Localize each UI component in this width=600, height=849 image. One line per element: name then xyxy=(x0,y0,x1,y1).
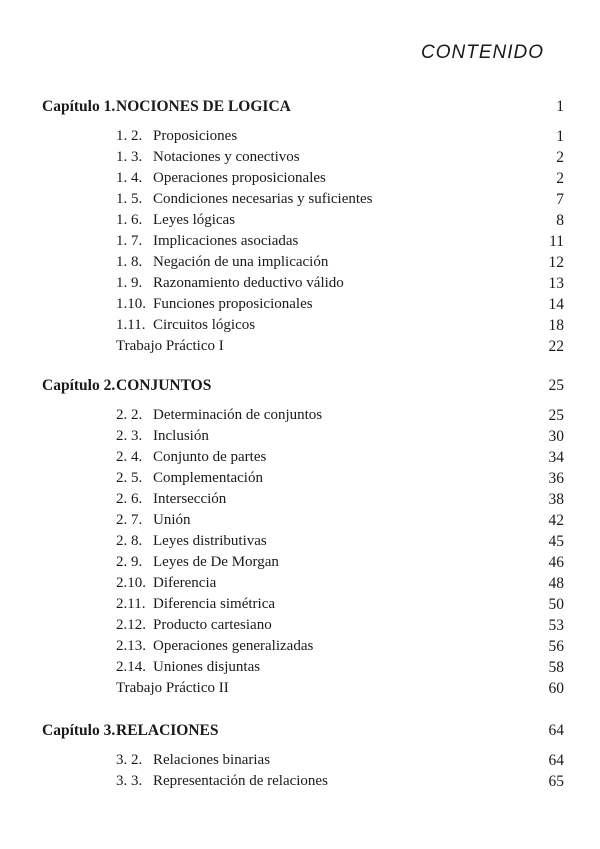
entry-title: Determinación de conjuntos xyxy=(153,407,323,423)
entry-title: Producto cartesiano xyxy=(153,617,272,633)
entry-number: 1. 7. xyxy=(116,233,143,249)
entry-number: 1. 8. xyxy=(116,254,143,270)
entry-page-number: 38 xyxy=(548,491,564,508)
entry-page-number: 45 xyxy=(548,533,564,550)
entry-page-number: 42 xyxy=(548,512,564,529)
toc-entry[interactable] xyxy=(0,554,600,575)
toc-entry[interactable] xyxy=(0,638,600,659)
entry-page-number: 1 xyxy=(556,128,564,145)
toc-entry[interactable] xyxy=(0,449,600,470)
entry-number: 1.11. xyxy=(116,317,146,333)
entry-number: 3. 3. xyxy=(116,773,143,789)
entry-number: 3. 2. xyxy=(116,752,143,768)
toc-entry[interactable] xyxy=(0,533,600,554)
toc-entry[interactable] xyxy=(0,128,600,149)
entry-title: Representación de relaciones xyxy=(153,773,328,789)
entry-number: 1. 3. xyxy=(116,149,143,165)
toc-entry[interactable] xyxy=(0,407,600,428)
entry-title: Proposiciones xyxy=(153,128,238,144)
entry-number: 2. 9. xyxy=(116,554,143,570)
entry-title: Uniones disjuntas xyxy=(153,659,261,675)
entry-title: Operaciones generalizadas xyxy=(153,638,314,654)
entry-title: Leyes de De Morgan xyxy=(153,554,279,570)
entry-title: Diferencia xyxy=(153,575,217,591)
entry-title: Inclusión xyxy=(153,428,209,444)
toc-entry[interactable] xyxy=(0,254,600,275)
chapter-label: Capítulo 1. xyxy=(42,98,116,115)
toc-entry[interactable] xyxy=(0,491,600,512)
entry-title: Circuitos lógicos xyxy=(153,317,256,333)
entry-page-number: 58 xyxy=(548,659,564,676)
chapter-page-number: 25 xyxy=(548,377,564,394)
toc-entry[interactable] xyxy=(0,212,600,233)
entry-number: 1. 5. xyxy=(116,191,143,207)
toc-entry[interactable] xyxy=(0,191,600,212)
entry-title: Conjunto de partes xyxy=(153,449,267,465)
toc-entry[interactable] xyxy=(0,773,600,794)
entry-number: 1.10. xyxy=(116,296,146,312)
entry-number: 1. 9. xyxy=(116,275,143,291)
entry-title: Leyes lógicas xyxy=(153,212,236,228)
entry-number: 1. 4. xyxy=(116,170,143,186)
entry-title: Trabajo Práctico I xyxy=(116,338,224,354)
toc-entry[interactable] xyxy=(0,512,600,533)
entry-page-number: 48 xyxy=(548,575,564,592)
entry-number: 2. 5. xyxy=(116,470,143,486)
chapter-label: Capítulo 3. xyxy=(42,722,116,739)
entry-page-number: 13 xyxy=(548,275,564,292)
entry-page-number: 46 xyxy=(548,554,564,571)
chapter-3 xyxy=(0,722,600,794)
toc-entry[interactable] xyxy=(0,317,600,338)
toc-entry[interactable] xyxy=(0,617,600,638)
chapter-heading[interactable] xyxy=(0,377,600,399)
entry-number: 2.12. xyxy=(116,617,146,633)
entry-number: 2.11. xyxy=(116,596,146,612)
entry-number: 2. 2. xyxy=(116,407,143,423)
entry-page-number: 56 xyxy=(548,638,564,655)
entry-title: Operaciones proposicionales xyxy=(153,170,326,186)
toc-entry[interactable] xyxy=(0,233,600,254)
page-title: CONTENIDO xyxy=(421,42,544,63)
entry-page-number: 14 xyxy=(548,296,564,313)
entry-number: 1. 2. xyxy=(116,128,143,144)
entry-page-number: 18 xyxy=(548,317,564,334)
entry-page-number: 65 xyxy=(548,773,564,790)
toc-entry[interactable] xyxy=(0,170,600,191)
entry-number: 2. 8. xyxy=(116,533,143,549)
entry-page-number: 34 xyxy=(548,449,564,466)
entry-number: 1. 6. xyxy=(116,212,143,228)
entry-title: Complementación xyxy=(153,470,263,486)
entry-page-number: 8 xyxy=(556,212,564,229)
toc-entry[interactable] xyxy=(0,470,600,491)
entry-title: Notaciones y conectivos xyxy=(153,149,300,165)
chapter-page-number: 1 xyxy=(556,98,564,115)
toc-entry[interactable] xyxy=(0,575,600,596)
entry-title: Trabajo Práctico II xyxy=(116,680,229,696)
toc-entry[interactable] xyxy=(0,659,600,680)
entry-title: Diferencia simétrica xyxy=(153,596,276,612)
toc-entry[interactable] xyxy=(0,338,600,359)
entry-page-number: 53 xyxy=(548,617,564,634)
entry-page-number: 36 xyxy=(548,470,564,487)
entry-number: 2.13. xyxy=(116,638,146,654)
entry-title: Funciones proposicionales xyxy=(153,296,313,312)
entry-number: 2.10. xyxy=(116,575,146,591)
entry-number: 2. 3. xyxy=(116,428,143,444)
entry-page-number: 64 xyxy=(548,752,564,769)
toc-entry[interactable] xyxy=(0,680,600,701)
entry-page-number: 25 xyxy=(548,407,564,424)
entry-title: Unión xyxy=(153,512,191,528)
entry-page-number: 12 xyxy=(548,254,564,271)
toc-entry[interactable] xyxy=(0,428,600,449)
entry-title: Implicaciones asociadas xyxy=(153,233,299,249)
chapter-page-number: 64 xyxy=(548,722,564,739)
entry-number: 2. 6. xyxy=(116,491,143,507)
entry-title: Razonamiento deductivo válido xyxy=(153,275,344,291)
entry-title: Negación de una implicación xyxy=(153,254,329,270)
chapter-heading[interactable] xyxy=(0,722,600,744)
entry-page-number: 2 xyxy=(556,170,564,187)
toc-entry[interactable] xyxy=(0,296,600,317)
entry-page-number: 30 xyxy=(548,428,564,445)
entry-title: Relaciones binarias xyxy=(153,752,271,768)
chapter-1 xyxy=(0,98,600,359)
toc-entry[interactable] xyxy=(0,752,600,773)
chapter-label: Capítulo 2. xyxy=(42,377,116,394)
chapter-title: NOCIONES DE LOGICA xyxy=(116,98,291,115)
entry-page-number: 7 xyxy=(556,191,564,208)
entry-page-number: 50 xyxy=(548,596,564,613)
entry-page-number: 60 xyxy=(548,680,564,697)
chapter-heading[interactable] xyxy=(0,98,600,120)
toc-entry[interactable] xyxy=(0,149,600,170)
toc-entry[interactable] xyxy=(0,275,600,296)
entry-number: 2.14. xyxy=(116,659,146,675)
chapter-title: CONJUNTOS xyxy=(116,377,212,394)
entry-title: Intersección xyxy=(153,491,227,507)
chapter-2 xyxy=(0,377,600,701)
toc-entry[interactable] xyxy=(0,596,600,617)
entry-page-number: 11 xyxy=(549,233,564,250)
entry-page-number: 2 xyxy=(556,149,564,166)
entry-title: Condiciones necesarias y suficientes xyxy=(153,191,373,207)
entry-page-number: 22 xyxy=(548,338,564,355)
chapter-title: RELACIONES xyxy=(116,722,219,739)
entry-number: 2. 4. xyxy=(116,449,143,465)
entry-title: Leyes distributivas xyxy=(153,533,267,549)
entry-number: 2. 7. xyxy=(116,512,143,528)
